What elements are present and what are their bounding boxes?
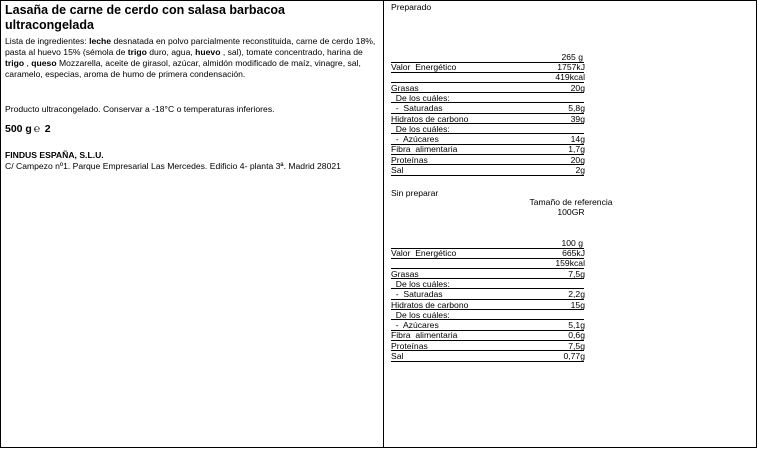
nutrient-label: Grasas (391, 82, 419, 93)
nutrient-value: 2,2g (568, 289, 585, 300)
ingredients-text: desnatada en polvo parcialmente reconstituida, carne de cerdo 18%, pasta al huevo 15% (sémola de (5, 36, 376, 57)
nutrition-row (391, 289, 641, 299)
nutrition-row (391, 93, 641, 103)
nutrient-label: De los cuáles: (391, 278, 450, 289)
nutrient-value: 15g (570, 299, 585, 310)
nutrient-label: Grasas (391, 268, 419, 279)
nutrition-row (391, 300, 641, 310)
nutrition-row (391, 114, 641, 124)
nutrient-value: 14g (570, 134, 585, 145)
nutrient-label: Hidratos de carbono (391, 113, 469, 124)
nutrition-row (391, 134, 641, 144)
ingredients-text: Mozzarella, aceite de girasol, azúcar, almidón modificado de maíz, vinagre, sal, caramelo, especias, aroma de humo de primera condensación. (5, 58, 361, 79)
nutrition-row (391, 258, 641, 268)
allergen-text: trigo (127, 47, 147, 57)
prepared-section-label: Preparado (391, 2, 432, 12)
nutrient-label: - Azúcares (391, 134, 439, 145)
nutrient-value: 0,77g (563, 351, 585, 361)
ingredients-text: , (24, 58, 32, 68)
nutrient-label: - Saturadas (391, 103, 443, 114)
ingredients-text: duro, agua, (146, 47, 196, 57)
column-divider (383, 1, 384, 447)
nutrition-row (391, 320, 641, 330)
nutrient-value: 0,6g (568, 330, 585, 341)
nutrient-label: Valor Energético (391, 248, 457, 258)
allergen-text: trigo (5, 58, 25, 68)
nutrient-value: 159kcal (555, 258, 585, 269)
nutrition-row (391, 248, 641, 258)
nutrient-value: 1,7g (568, 144, 585, 155)
nutrition-row (391, 310, 641, 320)
unprepared-serving-size: 100 g (561, 238, 583, 248)
product-title: Lasaña de carne de cerdo con salasa barbacoa ultracongelada (5, 3, 285, 32)
allergen-text: huevo (195, 47, 221, 57)
nutrient-label: De los cuáles: (391, 123, 450, 134)
nutrient-value: 5,1g (568, 320, 585, 331)
nutrient-label: De los cuáles: (391, 92, 450, 103)
ingredients-text: , sal), tomate concentrado, harina de (220, 47, 363, 57)
storage-instructions: Producto ultracongelado. Conservar a -18°C o temperaturas inferiores. (5, 104, 275, 114)
nutrient-label: Proteínas (391, 154, 428, 165)
nutrient-value: 665kJ (562, 248, 585, 258)
prepared-serving-size: 265 g (561, 52, 583, 62)
nutrition-row (391, 103, 641, 113)
nutrient-label: Hidratos de carbono (391, 299, 469, 310)
ingredients-list (5, 36, 377, 80)
net-weight-value: 500 g (5, 123, 32, 135)
company-address: C/ Campezo nº1. Parque Empresarial Las Mercedes. Edificio 4- planta 3ª. Madrid 28021 (5, 161, 341, 171)
net-weight (5, 123, 377, 136)
nutrient-label: Sal (391, 351, 404, 361)
nutrition-row (391, 279, 641, 289)
nutrient-label: Proteínas (391, 340, 428, 351)
nutrition-row (391, 72, 641, 82)
reference-size-title: Tamaño de referencia (529, 197, 613, 207)
nutrient-label: Fibra alimentaria (391, 330, 458, 341)
nutrition-row (391, 62, 641, 72)
nutrition-row (391, 165, 641, 175)
nutrient-value: 5,8g (568, 103, 585, 114)
nutrition-row (391, 341, 641, 351)
nutrition-row (391, 155, 641, 165)
nutrition-row (391, 351, 641, 361)
nutrient-label: - Saturadas (391, 289, 443, 300)
nutrition-row (391, 269, 641, 279)
allergen-text: queso (31, 58, 57, 68)
nutrient-value: 39g (570, 113, 585, 124)
nutrient-value: 7,5g (568, 340, 585, 351)
unprepared-section-label: Sin preparar (391, 188, 439, 198)
nutrient-value: 20g (570, 82, 585, 93)
nutrient-label: De los cuáles: (391, 309, 450, 320)
product-info-column (5, 3, 377, 172)
nutrient-value: 7,5g (568, 268, 585, 279)
nutrition-row (391, 144, 641, 154)
nutrient-value: 1757kJ (557, 62, 585, 72)
nutrient-value: 20g (570, 154, 585, 165)
company-name: FINDUS ESPAÑA, S.L.U. (5, 150, 104, 160)
portions-count: 2 (44, 123, 51, 135)
nutrient-label: Fibra alimentaria (391, 144, 458, 155)
serving-underline (391, 62, 584, 63)
nutrient-label: - Azúcares (391, 320, 439, 331)
serving-underline (391, 248, 584, 249)
allergen-text: leche (89, 36, 112, 46)
nutrient-label: Valor Energético (391, 62, 457, 72)
row-underline (391, 361, 584, 362)
nutrient-label: Sal (391, 165, 404, 175)
nutrition-row (391, 330, 641, 340)
nutrition-row (391, 83, 641, 93)
row-underline (391, 175, 584, 176)
ingredients-text: Lista de ingredientes: (5, 36, 90, 46)
reference-size-value: 100GR (557, 207, 585, 217)
nutrition-row (391, 124, 641, 134)
nutrient-value: 419kcal (555, 72, 585, 83)
estimated-sign: ℮ (33, 123, 41, 135)
nutrient-value: 2g (575, 165, 585, 175)
